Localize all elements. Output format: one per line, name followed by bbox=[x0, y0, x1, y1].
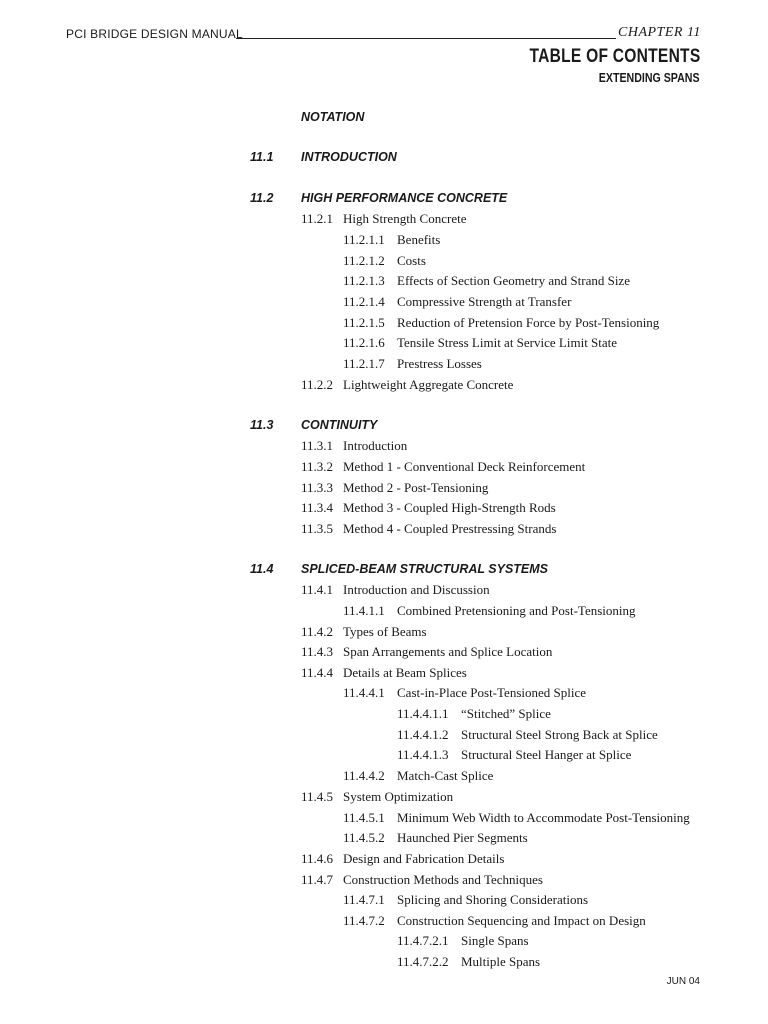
toc-title: High Strength Concrete bbox=[343, 211, 467, 226]
toc-number: 11.2.1 bbox=[301, 211, 334, 226]
toc-number: 11.4.7 bbox=[301, 872, 334, 887]
toc-number: 11.1 bbox=[250, 150, 274, 164]
toc-title: Single Spans bbox=[461, 933, 529, 948]
toc-title: Splicing and Shoring Considerations bbox=[397, 892, 589, 907]
toc-title: Minimum Web Width to Accommodate Post-Tensioning bbox=[397, 810, 690, 825]
toc-number: 11.4.5 bbox=[301, 789, 334, 804]
toc-title: Types of Beams bbox=[343, 624, 427, 639]
toc-title: CONTINUITY bbox=[301, 418, 378, 432]
toc-title: Compressive Strength at Transfer bbox=[397, 294, 572, 309]
toc-number: 11.4 bbox=[250, 562, 274, 576]
toc-title: Reduction of Pretension Force by Post-Tensioning bbox=[397, 315, 660, 330]
toc-title: Construction Methods and Techniques bbox=[343, 872, 543, 887]
page-title: TABLE OF CONTENTS bbox=[529, 46, 700, 67]
toc-title: NOTATION bbox=[301, 110, 365, 124]
toc-number: 11.4.5.1 bbox=[343, 810, 385, 825]
toc-number: 11.3.3 bbox=[301, 480, 334, 495]
toc-title: Method 3 - Coupled High-Strength Rods bbox=[343, 500, 556, 515]
toc-number: 11.4.4.1 bbox=[343, 685, 385, 700]
toc-number: 11.2.1.2 bbox=[343, 253, 385, 268]
toc-number: 11.4.7.2.2 bbox=[397, 954, 449, 969]
toc-title: Match-Cast Splice bbox=[397, 768, 494, 783]
footer-date: JUN 04 bbox=[666, 976, 700, 987]
header-rule bbox=[236, 38, 616, 39]
toc-number: 11.2.1.5 bbox=[343, 315, 385, 330]
toc-number: 11.3.2 bbox=[301, 459, 334, 474]
page-subtitle: EXTENDING SPANS bbox=[599, 71, 700, 85]
toc-title: Structural Steel Hanger at Splice bbox=[461, 747, 632, 762]
toc-title: Method 1 - Conventional Deck Reinforcement bbox=[343, 459, 586, 474]
toc-number: 11.4.1.1 bbox=[343, 603, 385, 618]
toc-title: “Stitched” Splice bbox=[461, 706, 551, 721]
toc-title: Tensile Stress Limit at Service Limit State bbox=[397, 335, 618, 350]
toc-title: Prestress Losses bbox=[397, 356, 482, 371]
toc-title: Introduction bbox=[343, 438, 408, 453]
toc-number: 11.4.4 bbox=[301, 665, 334, 680]
toc-number: 11.2.1.1 bbox=[343, 232, 385, 247]
toc-number: 11.4.6 bbox=[301, 851, 334, 866]
toc-number: 11.2 bbox=[250, 191, 274, 205]
toc-number: 11.4.5.2 bbox=[343, 830, 385, 845]
toc-title: Combined Pretensioning and Post-Tensioning bbox=[397, 603, 636, 618]
toc-number: 11.4.4.1.3 bbox=[397, 747, 449, 762]
toc-number: 11.3.5 bbox=[301, 521, 334, 536]
toc-title: Introduction and Discussion bbox=[343, 582, 490, 597]
toc-title: Lightweight Aggregate Concrete bbox=[343, 377, 514, 392]
toc-number: 11.4.4.1.1 bbox=[397, 706, 449, 721]
toc-title: Cast-in-Place Post-Tensioned Splice bbox=[397, 685, 587, 700]
toc-number: 11.2.1.6 bbox=[343, 335, 385, 350]
toc-title: Multiple Spans bbox=[461, 954, 541, 969]
toc-title: SPLICED-BEAM STRUCTURAL SYSTEMS bbox=[301, 562, 549, 576]
toc-title: Construction Sequencing and Impact on Design bbox=[397, 913, 646, 928]
toc-title: HIGH PERFORMANCE CONCRETE bbox=[301, 191, 508, 205]
toc-title: System Optimization bbox=[343, 789, 454, 804]
toc-number: 11.4.2 bbox=[301, 624, 334, 639]
toc-title: Method 2 - Post-Tensioning bbox=[343, 480, 489, 495]
toc-number: 11.3 bbox=[250, 418, 274, 432]
toc-title: Span Arrangements and Splice Location bbox=[343, 644, 553, 659]
manual-title: PCI BRIDGE DESIGN MANUAL bbox=[66, 27, 243, 41]
toc-number: 11.2.1.4 bbox=[343, 294, 385, 309]
toc-number: 11.4.3 bbox=[301, 644, 334, 659]
toc-title: Costs bbox=[397, 253, 426, 268]
toc-number: 11.2.2 bbox=[301, 377, 334, 392]
toc-number: 11.4.7.2.1 bbox=[397, 933, 449, 948]
toc-title: Design and Fabrication Details bbox=[343, 851, 505, 866]
toc-title: Method 4 - Coupled Prestressing Strands bbox=[343, 521, 557, 536]
chapter-label: CHAPTER 11 bbox=[618, 25, 701, 40]
toc-number: 11.2.1.3 bbox=[343, 273, 385, 288]
toc-title: Benefits bbox=[397, 232, 441, 247]
toc-title: Haunched Pier Segments bbox=[397, 830, 528, 845]
toc-number: 11.4.7.1 bbox=[343, 892, 385, 907]
toc-number: 11.3.1 bbox=[301, 438, 334, 453]
toc-number: 11.4.4.1.2 bbox=[397, 727, 449, 742]
toc-title: Effects of Section Geometry and Strand Size bbox=[397, 273, 630, 288]
toc-title: INTRODUCTION bbox=[301, 150, 397, 164]
toc-number: 11.2.1.7 bbox=[343, 356, 385, 371]
toc-number: 11.3.4 bbox=[301, 500, 334, 515]
toc-number: 11.4.1 bbox=[301, 582, 334, 597]
toc-number: 11.4.7.2 bbox=[343, 913, 385, 928]
toc-title: Details at Beam Splices bbox=[343, 665, 467, 680]
toc-title: Structural Steel Strong Back at Splice bbox=[461, 727, 658, 742]
toc-number: 11.4.4.2 bbox=[343, 768, 385, 783]
